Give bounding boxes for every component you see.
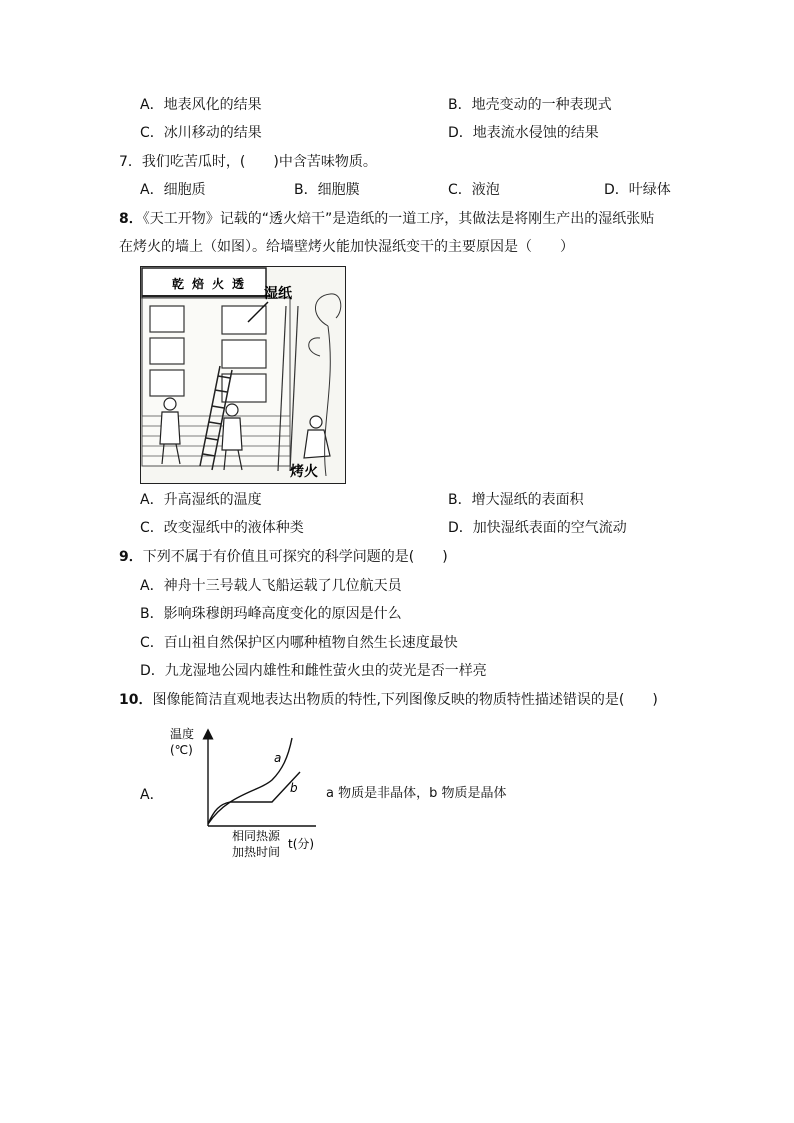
q8-figure xyxy=(140,266,346,484)
q9-number: 9． xyxy=(119,549,143,565)
sign-char-4: 透 xyxy=(232,277,245,291)
q7-option-c: C．液泡 xyxy=(448,182,500,198)
sign-char-3: 火 xyxy=(212,277,225,291)
q8-stem-line1 xyxy=(119,210,654,228)
xlabel-line1: 相同热源 xyxy=(232,829,281,843)
q7-option-a: A．细胞质 xyxy=(140,182,206,198)
q6-option-c: C．冰川移动的结果 xyxy=(140,125,262,141)
q7-stem: 我们吃苦瓜时，( )中含苦味物质。 xyxy=(141,154,377,170)
q8-stem-1: 《天工开物》记载的“透火焙干”是造纸的一道工序，其做法是将刚生产出的湿纸张贴 xyxy=(142,211,655,227)
q10-number: 10． xyxy=(119,692,153,708)
ylabel-unit: (℃) xyxy=(170,743,193,757)
q10-stem-line xyxy=(119,691,658,709)
q8-option-a: A．升高湿纸的温度 xyxy=(140,492,262,508)
xlabel-line2: 加热时间 xyxy=(232,845,281,859)
curve-b-label: b xyxy=(290,781,298,795)
q8-option-c: C．改变湿纸中的液体种类 xyxy=(140,520,304,536)
q9-option-d: D．九龙湿地公园内雄性和雌性萤火虫的荧光是否一样亮 xyxy=(140,663,487,679)
q8-option-b: B．增大湿纸的表面积 xyxy=(448,492,584,508)
sign-char-2: 焙 xyxy=(192,277,205,291)
q6-option-a: A．地表风化的结果 xyxy=(140,97,262,113)
q9-option-a: A．神舟十三号载人飞船运载了几位航天员 xyxy=(140,578,402,594)
q8-stem-2: 在烤火的墙上（如图）。给墙壁烤火能加快湿纸变干的主要原因是（ ） xyxy=(119,239,574,255)
q9-option-c: C．百山祖自然保护区内哪种植物自然生长速度最快 xyxy=(140,635,458,651)
sign-char-1: 乾 xyxy=(172,277,185,291)
q9-stem: 下列不属于有价值且可探究的科学问题的是( ) xyxy=(142,549,448,565)
q6-option-b: B．地壳变动的一种表现式 xyxy=(448,97,612,113)
q7-number: 7． xyxy=(119,154,142,170)
q9-option-b: B．影响珠穆朗玛峰高度变化的原因是什么 xyxy=(140,606,402,622)
q7-stem-line xyxy=(119,153,377,171)
q8-option-d: D．加快湿纸表面的空气流动 xyxy=(448,520,627,536)
q10-graph xyxy=(168,724,326,862)
q10-option-a-text: a 物质是非晶体，b 物质是晶体 xyxy=(326,786,507,801)
curve-b xyxy=(208,772,300,824)
ylabel-temperature: 温度 xyxy=(170,727,195,741)
fire-label: 烤火 xyxy=(290,464,318,480)
q8-number: 8． xyxy=(119,211,143,227)
q10-option-a-letter: A． xyxy=(140,787,164,803)
q9-stem-line xyxy=(119,548,448,566)
curve-a-label: a xyxy=(274,751,282,765)
q7-option-b: B．细胞膜 xyxy=(294,182,360,198)
xlabel-unit: t(分) xyxy=(288,837,315,851)
q6-option-d: D．地表流水侵蚀的结果 xyxy=(448,125,599,141)
q7-option-d: D．叶绿体 xyxy=(604,182,671,198)
wet-paper-label: 湿纸 xyxy=(264,286,292,302)
q10-stem: 图像能简洁直观地表达出物质的特性,下列图像反映的物质特性描述错误的是( ) xyxy=(152,692,658,708)
